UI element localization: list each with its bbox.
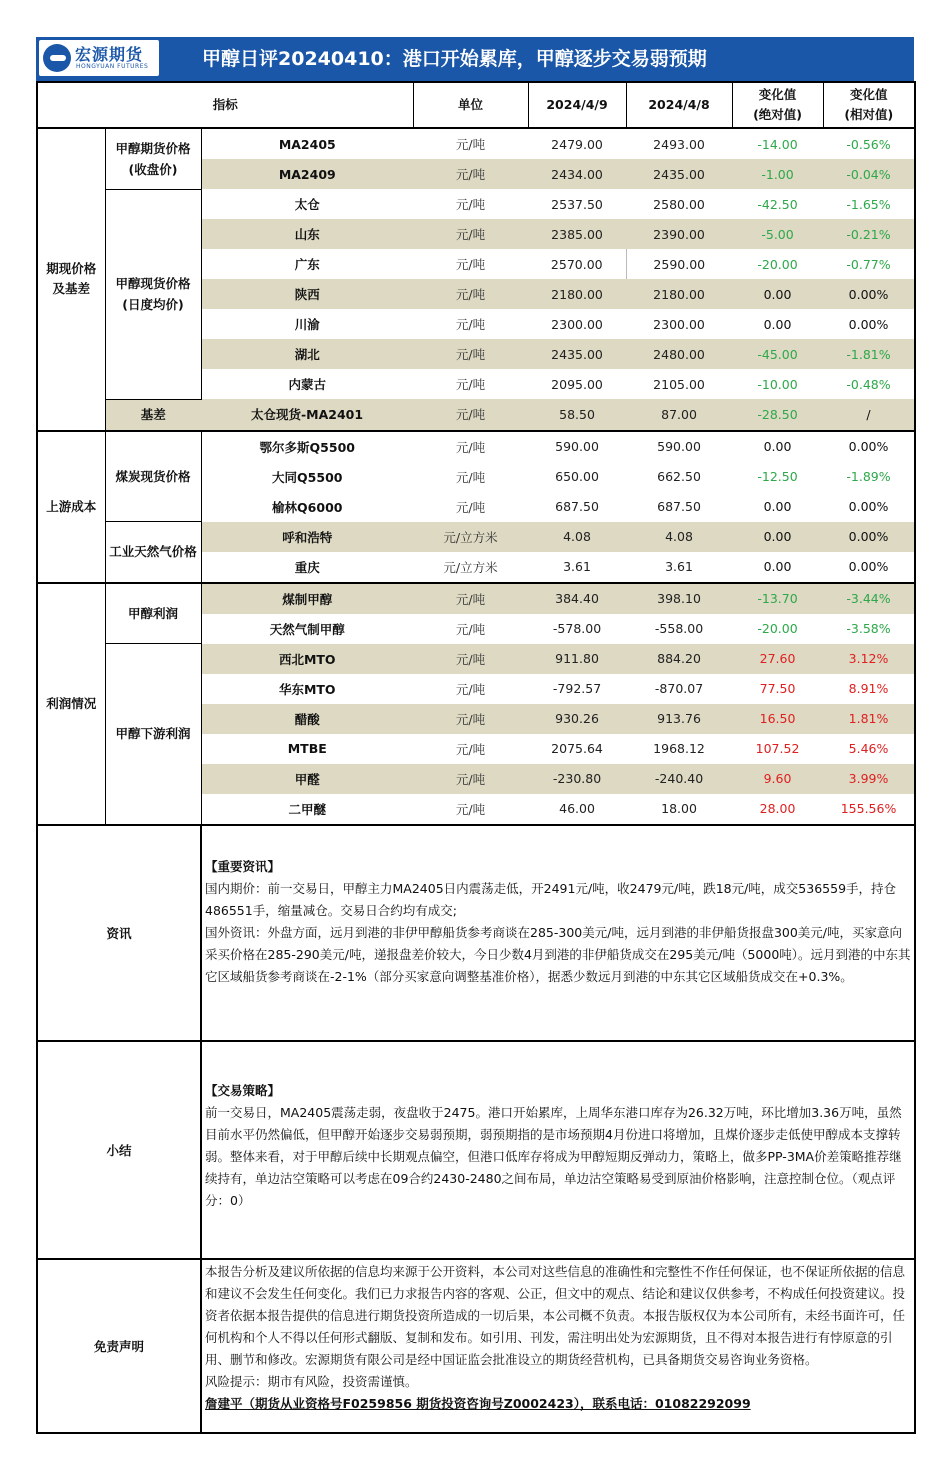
row-rel: -1.81% <box>823 339 915 369</box>
row-abs: -5.00 <box>732 219 823 249</box>
row-unit: 元/吨 <box>413 583 528 614</box>
row-rel: 3.99% <box>823 764 915 794</box>
row-name: 榆林Q6000 <box>201 492 413 522</box>
row-rel: -0.77% <box>823 249 915 279</box>
row-v1: 2479.00 <box>551 136 603 152</box>
row-unit: 元/吨 <box>455 317 486 332</box>
row-abs: -45.00 <box>732 339 823 369</box>
row-unit: 元/吨 <box>413 339 528 369</box>
row-rel: 0.00% <box>823 552 915 583</box>
news-label: 资讯 <box>37 825 201 1041</box>
group-profit: 利润情况 <box>37 583 105 825</box>
row-rel: 5.46% <box>823 734 915 764</box>
row-name: 重庆 <box>201 552 413 583</box>
row-abs: -12.50 <box>757 469 798 484</box>
news-heading: 【重要资讯】 <box>205 858 281 874</box>
row-rel: / <box>823 399 915 431</box>
logo-mark-icon <box>43 44 71 72</box>
row-unit: 元/吨 <box>413 704 528 734</box>
row-unit: 元/吨 <box>413 159 528 189</box>
subgroup-spot-label: 甲醇现货价格(日度均价) <box>115 276 191 312</box>
summary-p1: 前一交易日，MA2405震荡走弱，夜盘收于2475。港口开始累库，上周华东港口库存为26.32万吨，环比增加3.36万吨，虽然目前水平仍然偏低，但甲醇开始逐步交易弱预期，弱预期指的是市场预期4月份进口将增加，且煤价逐步走低使甲醇成本支撑转弱。整体来看，对于甲醇后续中长期观点偏空，但港口低库存将成为甲醇短期反弹动力，策略上，做多PP-3MA价差策略推荐继续持有，单边沽空策略可以考虑在09合约2430-2480之间布局，单边沽空策略易受到原油价格影响，注意控制仓位。（观点评分：0） <box>205 1104 902 1208</box>
row-v1: 2300.00 <box>551 316 603 332</box>
row-name: 陕西 <box>201 279 413 309</box>
row-v2: 590.00 <box>626 431 732 462</box>
row-unit: 元/吨 <box>455 621 486 637</box>
row-name: 华东MTO <box>201 674 413 704</box>
row-rel: -0.56% <box>823 128 915 159</box>
row-name: 内蒙古 <box>201 369 413 399</box>
row-name: 呼和浩特 <box>201 522 413 552</box>
row-name: 湖北 <box>201 339 413 369</box>
row-v1: 4.08 <box>528 522 626 552</box>
news-p1: 国内期价：前一交易日，甲醇主力MA2405日内震荡走低，开2491元/吨，收2479元/吨，跌18元/吨，成交536559手，持仓486551手，缩量减仓。交易日合约均有成交; <box>205 880 897 918</box>
row-abs: 0.00 <box>732 522 823 552</box>
subgroup-futures-label: 甲醇期货价格(收盘价) <box>115 140 191 177</box>
row-v1: 911.80 <box>528 644 626 674</box>
row-rel: -1.65% <box>823 189 915 219</box>
row-v1: -792.57 <box>552 681 602 696</box>
row-unit: 元/吨 <box>413 764 528 794</box>
row-abs: 9.60 <box>732 764 823 794</box>
row-v2: 2580.00 <box>653 196 705 212</box>
subgroup-futures <box>105 128 201 189</box>
col-abs-change <box>732 82 823 128</box>
group-price-label: 期现价格及基差 <box>46 261 97 297</box>
row-unit: 元/吨 <box>413 431 528 462</box>
row-abs: 0.00 <box>732 279 823 309</box>
disclaimer-p3: 詹建平（期货从业资格号F0259856 期货投资咨询号Z0002423），联系电话：01082292099 <box>205 1395 751 1411</box>
logo-name-en: HONGYUAN FUTURES <box>76 63 149 70</box>
col-unit: 单位 <box>413 82 528 128</box>
row-abs: -10.00 <box>757 376 798 392</box>
row-v2: 2590.00 <box>653 256 706 272</box>
row-abs: 27.60 <box>732 644 823 674</box>
row-name: MA2405 <box>201 128 413 159</box>
row-v2: 1968.12 <box>653 741 705 756</box>
row-name: 太仓 <box>201 189 413 219</box>
col-rel-change-l1: 变化值 <box>850 87 888 102</box>
row-v1: 58.50 <box>528 399 626 431</box>
row-v1: 930.26 <box>528 704 626 734</box>
row-v2: 3.61 <box>665 559 693 574</box>
row-v2: -870.07 <box>654 681 704 696</box>
row-v2: 2180.00 <box>626 279 732 309</box>
row-v2: 662.50 <box>657 469 701 484</box>
row-unit: 元/吨 <box>413 219 528 249</box>
row-v2: 687.50 <box>657 499 701 514</box>
row-v1: -578.00 <box>552 621 602 636</box>
row-rel: 0.00% <box>823 309 915 339</box>
row-abs: 0.00 <box>763 499 792 514</box>
row-v2: 2435.00 <box>626 159 732 189</box>
group-price <box>37 128 105 431</box>
summary-body <box>201 1041 915 1259</box>
row-name: 太仓现货-MA2401 <box>201 399 413 431</box>
row-unit: 元/吨 <box>455 801 486 817</box>
data-table <box>36 81 916 1434</box>
row-v1: 2095.00 <box>551 376 603 392</box>
row-abs: -13.70 <box>732 583 823 614</box>
subgroup-spot <box>105 189 201 399</box>
subgroup-basis: 基差 <box>105 399 201 431</box>
row-abs: -20.00 <box>757 256 798 272</box>
row-name: 甲醛 <box>201 764 413 794</box>
row-name: 醋酸 <box>201 704 413 734</box>
row-rel: -3.44% <box>823 583 915 614</box>
row-rel: 0.00% <box>823 522 915 552</box>
row-name: 广东 <box>201 249 413 279</box>
row-abs: 107.52 <box>755 741 800 756</box>
row-unit: 元/立方米 <box>443 559 498 575</box>
row-rel: 0.00% <box>823 492 915 522</box>
row-v2: 2300.00 <box>653 316 705 332</box>
row-abs: -20.00 <box>757 621 798 636</box>
subgroup-gas: 工业天然气价格 <box>105 522 201 583</box>
row-name: 西北MTO <box>201 644 413 674</box>
row-abs: -42.50 <box>757 196 798 212</box>
row-rel: 3.12% <box>823 644 915 674</box>
row-v2: 2480.00 <box>626 339 732 369</box>
row-rel: 0.00% <box>823 279 915 309</box>
report-title: 甲醇日评20240410：港口开始累库，甲醇逐步交易弱预期 <box>202 48 707 70</box>
row-v1: 2435.00 <box>528 339 626 369</box>
row-name: 二甲醚 <box>201 794 413 825</box>
row-name: 川渝 <box>201 309 413 339</box>
row-rel: -0.04% <box>823 159 915 189</box>
row-abs: 28.00 <box>759 801 796 816</box>
group-upstream: 上游成本 <box>37 431 105 583</box>
row-v1: -230.80 <box>528 764 626 794</box>
row-v2: 884.20 <box>626 644 732 674</box>
row-name: MTBE <box>201 734 413 764</box>
row-unit: 元/吨 <box>455 197 486 212</box>
col-rel-change <box>823 82 915 128</box>
row-unit: 元/立方米 <box>413 522 528 552</box>
row-abs: -14.00 <box>757 136 798 152</box>
row-v1: 590.00 <box>528 431 626 462</box>
summary-heading: 【交易策略】 <box>205 1082 281 1098</box>
row-unit: 元/吨 <box>455 377 486 392</box>
company-logo <box>39 40 159 76</box>
row-unit: 元/吨 <box>455 681 486 697</box>
row-abs: -28.50 <box>732 399 823 431</box>
row-name: 鄂尔多斯Q5500 <box>201 431 413 462</box>
col-date2: 2024/4/8 <box>626 82 732 128</box>
row-v1: 2537.50 <box>551 196 603 212</box>
row-rel: -0.21% <box>823 219 915 249</box>
row-name: MA2409 <box>201 159 413 189</box>
row-rel: -0.48% <box>823 369 915 399</box>
row-abs: 77.50 <box>759 681 796 696</box>
col-abs-change-l2: (绝对值) <box>753 107 802 122</box>
row-abs: 0.00 <box>763 316 792 332</box>
subgroup-coal: 煤炭现货价格 <box>105 431 201 522</box>
row-unit: 元/吨 <box>455 469 486 485</box>
row-name: 煤制甲醇 <box>201 583 413 614</box>
row-v1: 3.61 <box>563 559 591 574</box>
row-v1: 2075.64 <box>551 741 603 756</box>
row-name: 天然气制甲醇 <box>201 614 413 644</box>
row-v2: -558.00 <box>654 621 704 636</box>
disclaimer-p1: 本报告分析及建议所依据的信息均来源于公开资料，本公司对这些信息的准确性和完整性不作任何保证，也不保证所依据的信息和建议不会发生任何变化。我们已力求报告内容的客观、公正，但文中的观点、结论和建议仅供参考，不构成任何投资建议。投资者依据本报告提供的信息进行期货投资所造成的一切后果，本公司概不负责。本报告版权仅为本公司所有，未经书面许可，任何机构和个人不得以任何形式翻版、复制和发布。如引用、刊发，需注明出处为宏源期货，且不得对本报告进行有悖原意的引用、删节和修改。宏源期货有限公司是经中国证监会批准设立的期货经营机构，已具备期货交易咨询业务资格。 <box>205 1263 906 1367</box>
row-name: 山东 <box>201 219 413 249</box>
row-rel: 0.00% <box>823 431 915 462</box>
row-rel: 155.56% <box>823 794 915 825</box>
row-v2: 2390.00 <box>626 219 732 249</box>
report-header <box>36 37 914 81</box>
row-v2: 2105.00 <box>653 376 705 392</box>
row-v2: 2493.00 <box>653 136 705 152</box>
row-abs: -1.00 <box>732 159 823 189</box>
row-rel: -3.58% <box>823 614 915 644</box>
subgroup-downstream: 甲醇下游利润 <box>105 644 201 825</box>
row-name: 大同Q5500 <box>201 462 413 492</box>
row-v2: 398.10 <box>626 583 732 614</box>
row-v1: 687.50 <box>555 499 599 514</box>
logo-name-cn: 宏源期货 <box>75 45 144 64</box>
disclaimer-body <box>201 1259 915 1433</box>
row-abs: 16.50 <box>732 704 823 734</box>
row-v1: 384.40 <box>528 583 626 614</box>
row-unit: 元/吨 <box>413 644 528 674</box>
row-unit: 元/吨 <box>413 399 528 431</box>
row-abs: 0.00 <box>763 559 792 574</box>
row-unit: 元/吨 <box>455 499 486 515</box>
news-body <box>201 825 915 1041</box>
row-unit: 元/吨 <box>455 137 486 152</box>
disclaimer-p2: 风险提示：期市有风险，投资需谨慎。 <box>205 1373 418 1389</box>
row-v1: 2385.00 <box>528 219 626 249</box>
col-rel-change-l2: (相对值) <box>844 107 894 122</box>
row-unit: 元/吨 <box>455 257 486 272</box>
row-unit: 元/吨 <box>455 741 486 757</box>
row-v1: 650.00 <box>555 469 599 484</box>
row-rel: -1.89% <box>823 462 915 492</box>
disclaimer-label: 免责声明 <box>37 1259 201 1433</box>
row-v2: -240.40 <box>626 764 732 794</box>
col-date1: 2024/4/9 <box>528 82 626 128</box>
row-v1: 2434.00 <box>528 159 626 189</box>
news-p2: 国外资讯：外盘方面，远月到港的非伊甲醇船货参考商谈在285-300美元/吨，远月到港的非伊船货报盘300美元/吨，买家意向采买价格在285-290美元/吨，递报盘差价较大，今日少数4月到港的非伊船货成交在295美元/吨（5000吨）。远月到港的中东其它区域船货参考商谈在-2-1%（部分买家意向调整基准价格），据悉少数远月到港的中东其它区域船货成交在+0.3%。 <box>205 924 911 984</box>
row-rel: 1.81% <box>823 704 915 734</box>
row-unit: 元/吨 <box>413 279 528 309</box>
row-v1: 46.00 <box>559 801 595 816</box>
row-v2: 87.00 <box>626 399 732 431</box>
row-v1: 2570.00 <box>528 249 626 279</box>
subgroup-mprofit: 甲醇利润 <box>105 583 201 644</box>
summary-label: 小结 <box>37 1041 201 1259</box>
col-indicator: 指标 <box>37 82 413 128</box>
row-abs: 0.00 <box>732 431 823 462</box>
row-v2: 4.08 <box>626 522 732 552</box>
col-abs-change-l1: 变化值 <box>758 87 797 102</box>
row-v2: 18.00 <box>661 801 697 816</box>
row-v1: 2180.00 <box>528 279 626 309</box>
row-v2: 913.76 <box>626 704 732 734</box>
row-rel: 8.91% <box>823 674 915 704</box>
